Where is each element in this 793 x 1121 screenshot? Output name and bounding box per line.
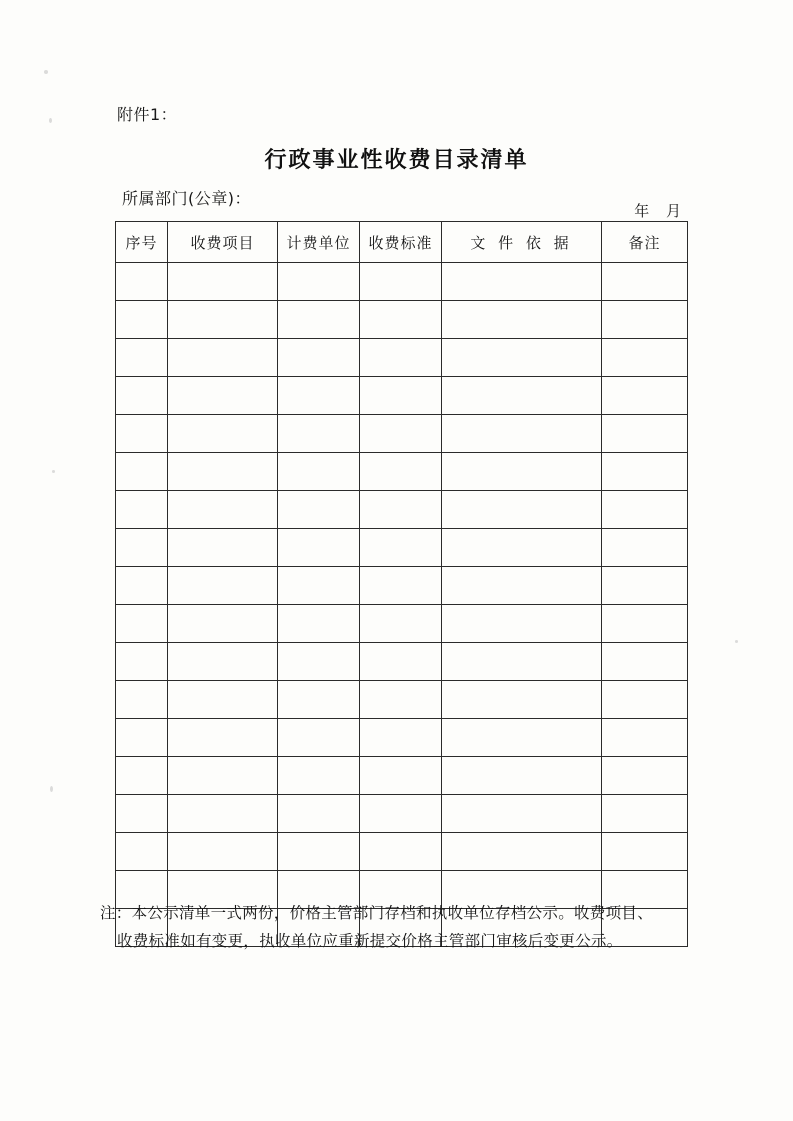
column-header-fee-standard: 收费标准 [360,222,442,263]
table-cell[interactable] [602,605,688,643]
table-cell[interactable] [360,491,442,529]
table-cell[interactable] [168,529,278,567]
table-header-row [116,222,688,263]
table-cell[interactable] [602,833,688,871]
table-cell[interactable] [168,795,278,833]
table-cell[interactable] [602,339,688,377]
table-cell[interactable] [168,453,278,491]
table-cell[interactable] [116,757,168,795]
table-cell[interactable] [360,453,442,491]
table-cell[interactable] [602,491,688,529]
table-cell[interactable] [360,301,442,339]
table-cell[interactable] [442,719,602,757]
table-cell[interactable] [442,605,602,643]
table-cell[interactable] [602,377,688,415]
table-row [116,605,688,643]
table-cell[interactable] [602,719,688,757]
table-row [116,643,688,681]
table-cell[interactable] [360,643,442,681]
table-cell[interactable] [360,263,442,301]
table-cell[interactable] [116,263,168,301]
table-cell[interactable] [278,263,360,301]
table-cell[interactable] [602,263,688,301]
table-cell[interactable] [360,757,442,795]
table-cell[interactable] [168,681,278,719]
table-cell[interactable] [168,415,278,453]
table-cell[interactable] [602,415,688,453]
table-cell[interactable] [360,833,442,871]
table-cell[interactable] [360,567,442,605]
department-seal-line: 所属部门(公章)： [122,189,251,208]
table-row [116,453,688,491]
table-row [116,681,688,719]
table-cell[interactable] [360,377,442,415]
table-cell[interactable] [442,567,602,605]
table-cell[interactable] [360,339,442,377]
table-cell[interactable] [116,377,168,415]
table-cell[interactable] [278,605,360,643]
table-cell[interactable] [360,605,442,643]
table-row [116,795,688,833]
table-cell[interactable] [116,529,168,567]
scan-speck [52,470,55,473]
table-cell[interactable] [278,491,360,529]
table-cell[interactable] [278,757,360,795]
column-header-fee-item: 收费项目 [168,222,278,263]
table-cell[interactable] [442,643,602,681]
table-row [116,263,688,301]
table-cell[interactable] [168,643,278,681]
table-cell[interactable] [442,681,602,719]
table-row [116,377,688,415]
table-cell[interactable] [278,681,360,719]
table-cell[interactable] [168,339,278,377]
date-line: 年 月 [634,202,687,220]
table-cell[interactable] [168,377,278,415]
table-row [116,415,688,453]
table-row [116,833,688,871]
table-cell[interactable] [116,681,168,719]
table-cell[interactable] [442,453,602,491]
column-header-index: 序号 [116,222,168,263]
table-cell[interactable] [168,833,278,871]
table-cell[interactable] [442,301,602,339]
table-row [116,529,688,567]
table-cell[interactable] [278,833,360,871]
table-cell[interactable] [442,529,602,567]
table-cell[interactable] [442,415,602,453]
table-cell[interactable] [442,757,602,795]
table-cell[interactable] [278,339,360,377]
table-cell[interactable] [360,529,442,567]
table-cell[interactable] [278,795,360,833]
table-cell[interactable] [116,415,168,453]
column-header-billing-unit: 计费单位 [278,222,360,263]
table-cell[interactable] [442,263,602,301]
table-body [116,263,688,947]
table-cell[interactable] [116,453,168,491]
table-cell[interactable] [602,643,688,681]
table-cell[interactable] [360,415,442,453]
table-cell[interactable] [168,567,278,605]
table-cell[interactable] [360,719,442,757]
table-cell[interactable] [278,567,360,605]
table-cell[interactable] [278,415,360,453]
footnote-line-1: 注：本公示清单一式两份，价格主管部门存档和执收单位存档公示。收费项目、 [100,904,654,922]
footnote [100,899,700,955]
table-cell[interactable] [168,605,278,643]
table-cell[interactable] [602,301,688,339]
table-cell[interactable] [602,757,688,795]
table-cell[interactable] [116,643,168,681]
table-row [116,719,688,757]
table-cell[interactable] [278,643,360,681]
attachment-label: 附件1： [117,105,178,124]
table-cell[interactable] [602,567,688,605]
table-row [116,301,688,339]
table-cell[interactable] [360,681,442,719]
table-cell[interactable] [116,719,168,757]
table-row [116,491,688,529]
scan-speck [50,786,53,792]
table-cell[interactable] [602,795,688,833]
scan-speck [49,118,52,123]
table-cell[interactable] [116,833,168,871]
column-header-document-basis: 文 件 依 据 [442,222,602,263]
table-cell[interactable] [116,795,168,833]
column-header-remarks: 备注 [602,222,688,263]
table-cell[interactable] [602,453,688,491]
table-row [116,757,688,795]
table-cell[interactable] [278,719,360,757]
table-cell[interactable] [442,491,602,529]
table-cell[interactable] [278,377,360,415]
table-cell[interactable] [116,567,168,605]
scan-speck [735,640,738,643]
table-row [116,567,688,605]
table-cell[interactable] [278,453,360,491]
table-cell[interactable] [168,301,278,339]
table-cell[interactable] [278,301,360,339]
table-cell[interactable] [442,377,602,415]
scan-speck [44,70,48,74]
table-cell[interactable] [168,263,278,301]
page-title: 行政事业性收费目录清单 [264,148,529,173]
table-cell[interactable] [168,757,278,795]
table-cell[interactable] [116,301,168,339]
table-cell[interactable] [278,529,360,567]
table-row [116,339,688,377]
table-cell[interactable] [442,795,602,833]
fee-catalog-table [115,221,688,947]
table-cell[interactable] [116,491,168,529]
table-cell[interactable] [116,605,168,643]
table-cell[interactable] [116,339,168,377]
table-cell[interactable] [602,529,688,567]
table-cell[interactable] [602,681,688,719]
table-cell[interactable] [168,719,278,757]
table-cell[interactable] [442,833,602,871]
table-cell[interactable] [168,491,278,529]
table-cell[interactable] [442,339,602,377]
footnote-line-2: 收费标准如有变更，执收单位应重新提交价格主管部门审核后变更公示。 [117,932,623,950]
table-cell[interactable] [360,795,442,833]
